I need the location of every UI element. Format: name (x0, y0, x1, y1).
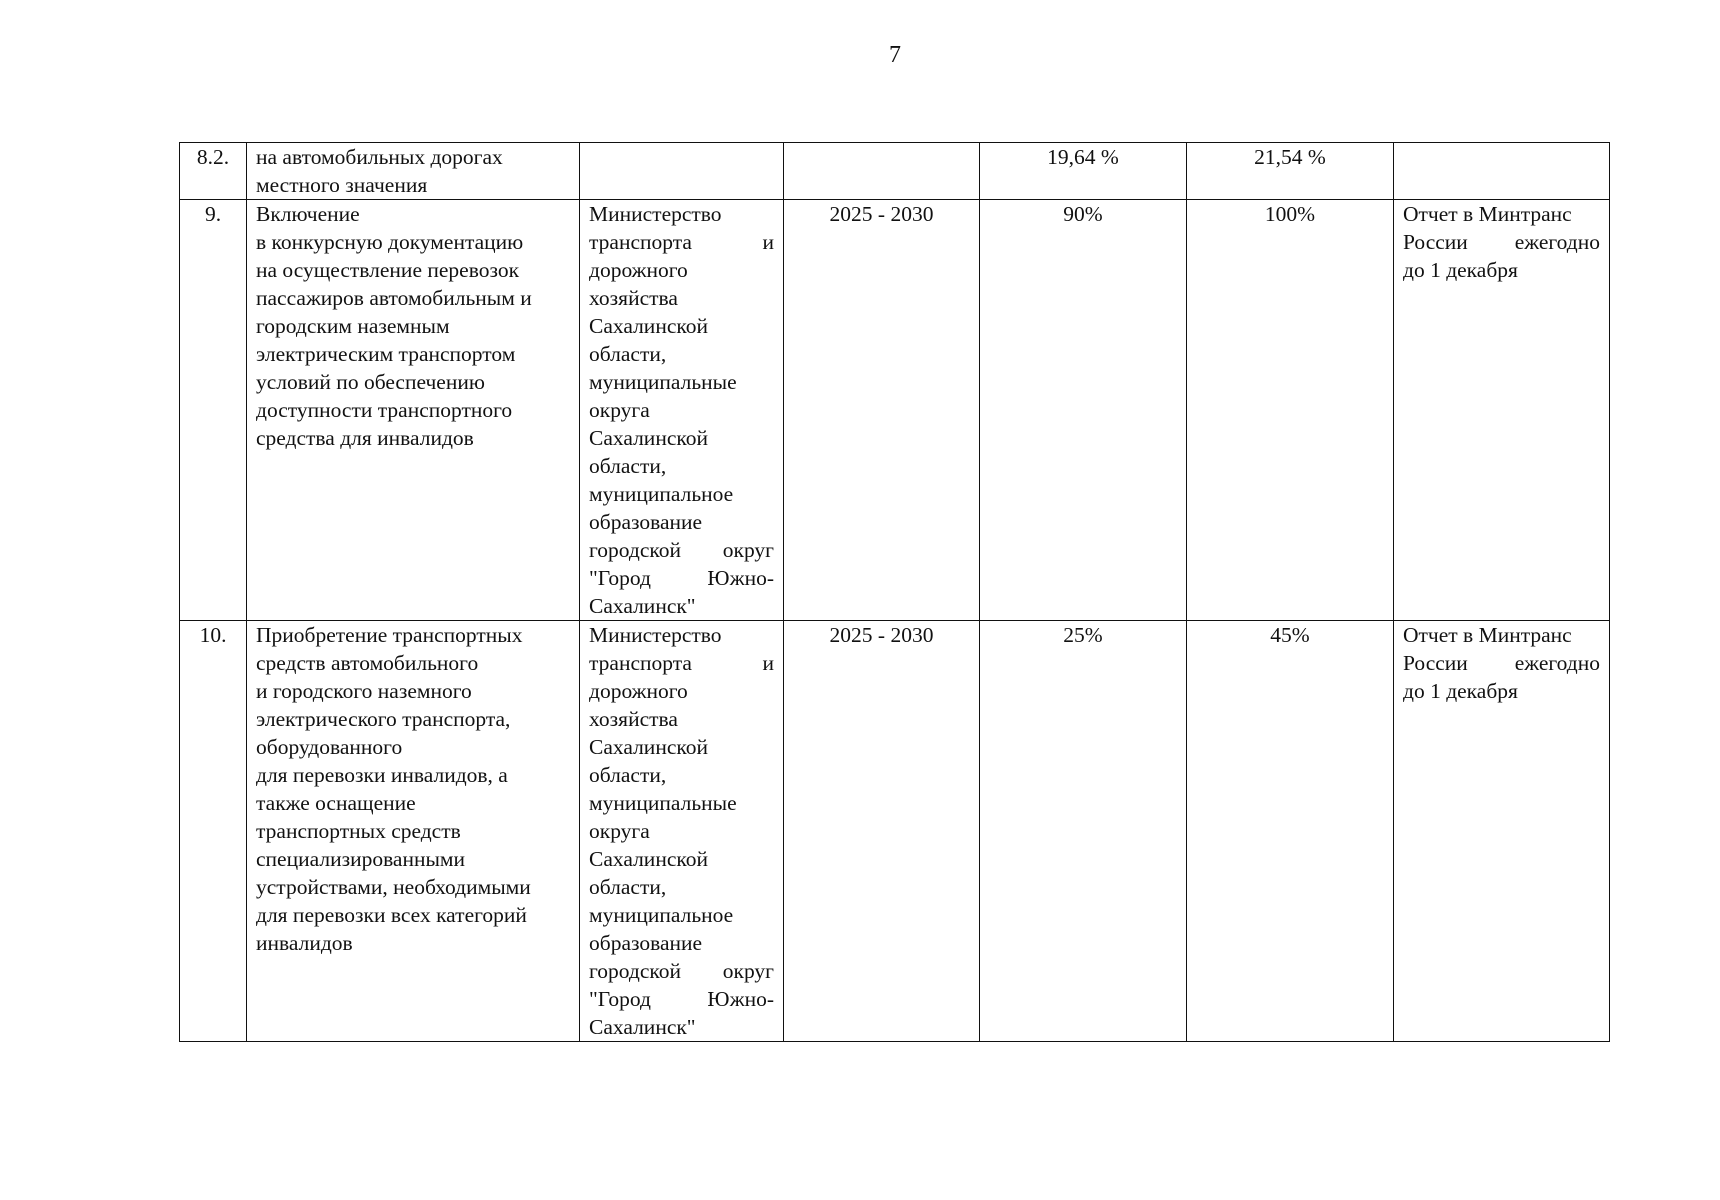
text-line: муниципальное (589, 903, 734, 927)
report-cell (1394, 143, 1610, 200)
text-line: специализированными (256, 847, 466, 871)
cell-value: 9. (204, 202, 222, 226)
value-2-cell (1187, 143, 1394, 200)
cell-value: 19,64 % (1047, 145, 1119, 169)
item-number-cell (180, 143, 247, 200)
text-line: средств автомобильного (256, 651, 479, 675)
text-line: Сахалинской (589, 735, 708, 759)
text-line: образование (589, 510, 703, 534)
text-line: России ежегодно (1403, 230, 1600, 254)
text-line: устройствами, необходимыми (256, 875, 531, 899)
value-1-cell (980, 143, 1187, 200)
text-line: хозяйства (589, 286, 678, 310)
text-line: России ежегодно (1403, 651, 1600, 675)
responsible-cell (580, 621, 784, 1042)
text-line: пассажиров автомобильным и (256, 286, 532, 310)
table-body (180, 143, 1610, 1042)
text-line: Министерство (589, 202, 722, 226)
text-line: Отчет в Минтранс (1403, 202, 1572, 226)
responsible-cell (580, 200, 784, 621)
text-line: условий по обеспечению (256, 370, 485, 394)
report-cell (1394, 200, 1610, 621)
text-line: округа (589, 398, 650, 422)
text-line: средства для инвалидов (256, 426, 474, 450)
text-line: муниципальное (589, 482, 734, 506)
text-line: для перевозки инвалидов, а (256, 763, 508, 787)
text-line: для перевозки всех категорий (256, 903, 527, 927)
cell-value: 8.2. (196, 145, 230, 169)
cell-value: 45% (1270, 623, 1310, 647)
text-line: Сахалинской (589, 314, 708, 338)
measure-name-cell (247, 143, 580, 200)
text-line: местного значения (256, 173, 428, 197)
measure-name-cell (247, 200, 580, 621)
text-line: Приобретение транспортных (256, 623, 523, 647)
term-cell (784, 200, 980, 621)
cell-value: 90% (1063, 202, 1103, 226)
cell-value: 100% (1264, 202, 1316, 226)
text-line: Сахалинск" (589, 1015, 696, 1039)
text-line: Сахалинской (589, 847, 708, 871)
text-line: образование (589, 931, 703, 955)
text-line: до 1 декабря (1403, 679, 1518, 703)
text-line: оборудованного (256, 735, 403, 759)
text-line: дорожного (589, 258, 688, 282)
value-1-cell (980, 621, 1187, 1042)
table-row (180, 621, 1610, 1042)
cell-value: 2025 - 2030 (829, 202, 934, 226)
text-line: транспортных средств (256, 819, 461, 843)
text-line: Министерство (589, 623, 722, 647)
text-line: дорожного (589, 679, 688, 703)
text-line: муниципальные (589, 791, 737, 815)
text-line: области, (589, 875, 667, 899)
text-line: доступности транспортного (256, 398, 513, 422)
measure-name-cell (247, 621, 580, 1042)
text-line: городской округ (589, 538, 774, 562)
text-line: электрического транспорта, (256, 707, 511, 731)
text-line: до 1 декабря (1403, 258, 1518, 282)
text-line: также оснащение (256, 791, 416, 815)
page-number: 7 (889, 42, 901, 68)
text-line: области, (589, 454, 667, 478)
text-line: на осуществление перевозок (256, 258, 520, 282)
text-line: округа (589, 819, 650, 843)
text-line: электрическим транспортом (256, 342, 516, 366)
term-cell (784, 143, 980, 200)
text-line: области, (589, 763, 667, 787)
value-2-cell (1187, 621, 1394, 1042)
responsible-cell (580, 143, 784, 200)
text-line: городским наземным (256, 314, 450, 338)
item-number-cell (180, 200, 247, 621)
text-line: Сахалинской (589, 426, 708, 450)
table-row (180, 200, 1610, 621)
cell-value: 21,54 % (1254, 145, 1326, 169)
text-line: "Город Южно- (589, 566, 774, 590)
text-line: транспорта и (589, 230, 774, 254)
text-line: транспорта и (589, 651, 774, 675)
text-line: области, (589, 342, 667, 366)
text-line: Сахалинск" (589, 594, 696, 618)
value-2-cell (1187, 200, 1394, 621)
term-cell (784, 621, 980, 1042)
text-line: инвалидов (256, 931, 353, 955)
item-number-cell (180, 621, 247, 1042)
cell-value: 2025 - 2030 (829, 623, 934, 647)
value-1-cell (980, 200, 1187, 621)
report-cell (1394, 621, 1610, 1042)
text-line: в конкурсную документацию (256, 230, 524, 254)
text-line: "Город Южно- (589, 987, 774, 1011)
text-line: городской округ (589, 959, 774, 983)
cell-value: 10. (199, 623, 227, 647)
text-line: хозяйства (589, 707, 678, 731)
table-row (180, 143, 1610, 200)
text-line: на автомобильных дорогах (256, 145, 503, 169)
cell-value: 25% (1063, 623, 1103, 647)
text-line: и городского наземного (256, 679, 472, 703)
text-line: Включение (256, 202, 360, 226)
document-table (179, 142, 1610, 1042)
text-line: муниципальные (589, 370, 737, 394)
text-line: Отчет в Минтранс (1403, 623, 1572, 647)
